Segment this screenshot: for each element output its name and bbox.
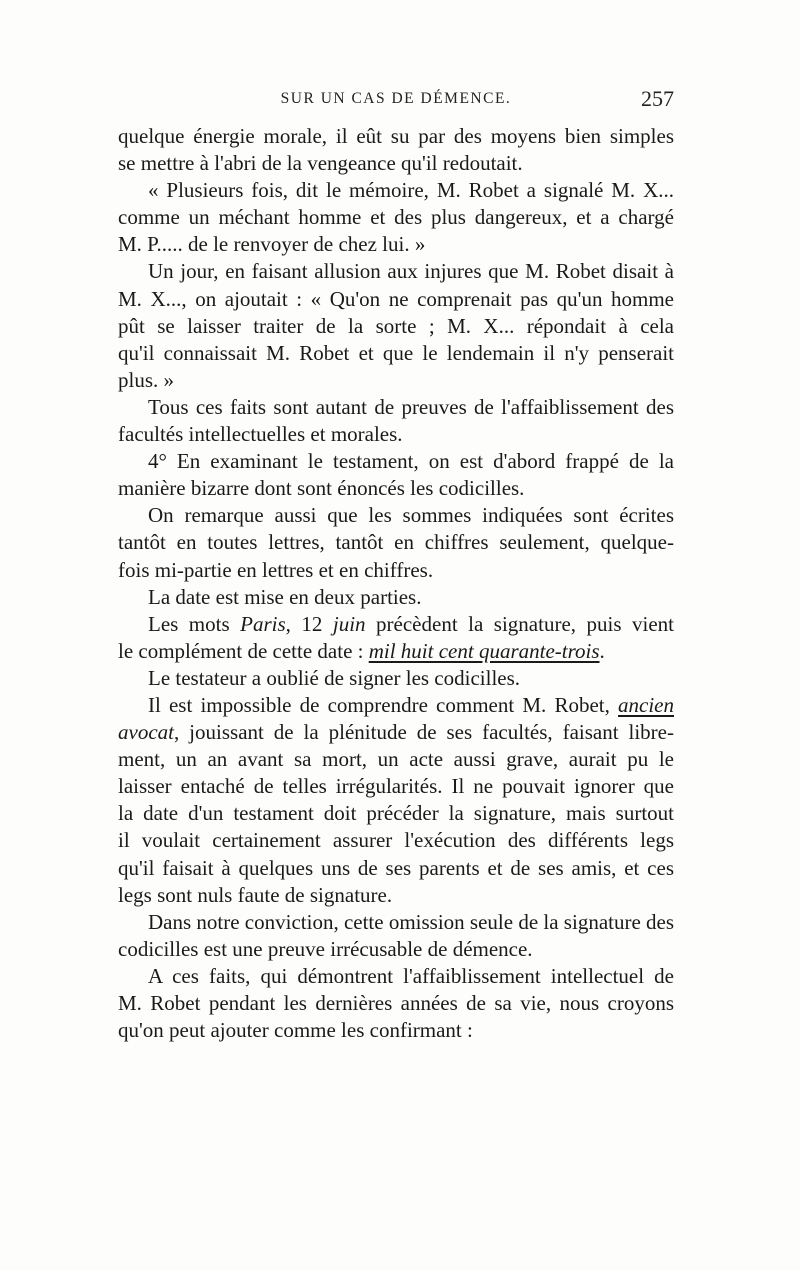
text-line: Dans notre conviction, cette omission seule de la signature des <box>148 909 674 934</box>
text-line: qu'il faisait à quelques uns de ses parents et de ses amis, et ces <box>118 855 674 880</box>
page-header <box>118 86 674 116</box>
text-line: comme un méchant homme et des plus dangereux, et a chargé <box>118 205 674 230</box>
text-line <box>118 638 674 665</box>
text-line: qu'il connaissait M. Robet et que le lendemain il n'y penserait <box>118 340 674 365</box>
text-run: . <box>599 638 605 663</box>
text-line: tantôt en toutes lettres, tantôt en chiffres seulement, quelque- <box>118 530 674 555</box>
text-run: Les mots <box>148 611 241 636</box>
italic-run: juin <box>332 611 366 636</box>
italic-run: ancien <box>618 692 674 717</box>
text-run: précèdent la signature, puis vient <box>365 611 674 636</box>
text-line <box>118 692 674 719</box>
text-run: , jouissant de la plénitude de ses facultés, faisant libre- <box>173 720 674 745</box>
text-line <box>118 611 674 638</box>
text-line: 4° En examinant le testament, on est d'abord frappé de la <box>148 449 674 474</box>
page-number: 257 <box>641 86 674 111</box>
text-line: codicilles est une preuve irrécusable de démence. <box>118 936 533 961</box>
text-line: M. Robet pendant les dernières années de sa vie, nous croyons <box>118 991 674 1015</box>
running-title: SUR UN CAS DE DÉMENCE. <box>280 90 512 107</box>
text-line: M. P..... de le renvoyer de chez lui. » <box>118 232 426 257</box>
text-line: se mettre à l'abri de la vengeance qu'il redoutait. <box>118 151 523 176</box>
text-line: il voulait certainement assurer l'exécution des différents legs <box>118 828 674 853</box>
text-line: La date est mise en deux parties. <box>148 584 422 609</box>
text-line: plus. » <box>118 367 175 392</box>
text-line: « Plusieurs fois, dit le mémoire, M. Robet a signalé M. X... <box>148 178 674 203</box>
text-line: facultés intellectuelles et morales. <box>118 422 403 447</box>
italic-run: Paris <box>240 611 286 636</box>
text-line: ment, un an avant sa mort, un acte aussi grave, aurait pu le <box>118 747 674 772</box>
text-line: Le testateur a oublié de signer les codicilles. <box>148 665 521 690</box>
text-line: Un jour, en faisant allusion aux injures que M. Robet disait à <box>148 259 674 284</box>
text-line: A ces faits, qui démontrent l'affaiblissement intellectuel de <box>148 963 674 988</box>
text-line: qu'on peut ajouter comme les confirmant : <box>118 1018 473 1043</box>
text-line <box>118 719 674 746</box>
italic-run: mil huit cent quarante-trois <box>368 638 600 663</box>
text-line: laisser entaché de telles irrégularités. Il ne pouvait ignorer que <box>118 774 674 799</box>
text-run: , 12 <box>285 611 333 636</box>
text-line: legs sont nuls faute de signature. <box>118 882 393 907</box>
body-text <box>118 123 674 1044</box>
italic-run: avocat <box>118 720 174 745</box>
text-line: pût se laisser traiter de la sorte ; M. X... répondait à cela <box>118 313 674 338</box>
text-line: la date d'un testament doit précéder la signature, mais surtout <box>118 801 674 826</box>
text-line: quelque énergie morale, il eût su par des moyens bien simples <box>118 124 674 148</box>
text-run: Il est impossible de comprendre comment M. Robet, <box>148 692 619 717</box>
text-run: le complément de cette date : <box>118 638 369 663</box>
text-line: On remarque aussi que les sommes indiquées sont écrites <box>148 503 674 528</box>
text-line: manière bizarre dont sont énoncés les codicilles. <box>118 476 525 501</box>
text-line: Tous ces faits sont autant de preuves de l'affaiblissement des <box>148 394 674 419</box>
text-line: fois mi-partie en lettres et en chiffres. <box>118 557 434 582</box>
text-line: M. X..., on ajoutait : « Qu'on ne comprenait pas qu'un homme <box>118 286 674 311</box>
